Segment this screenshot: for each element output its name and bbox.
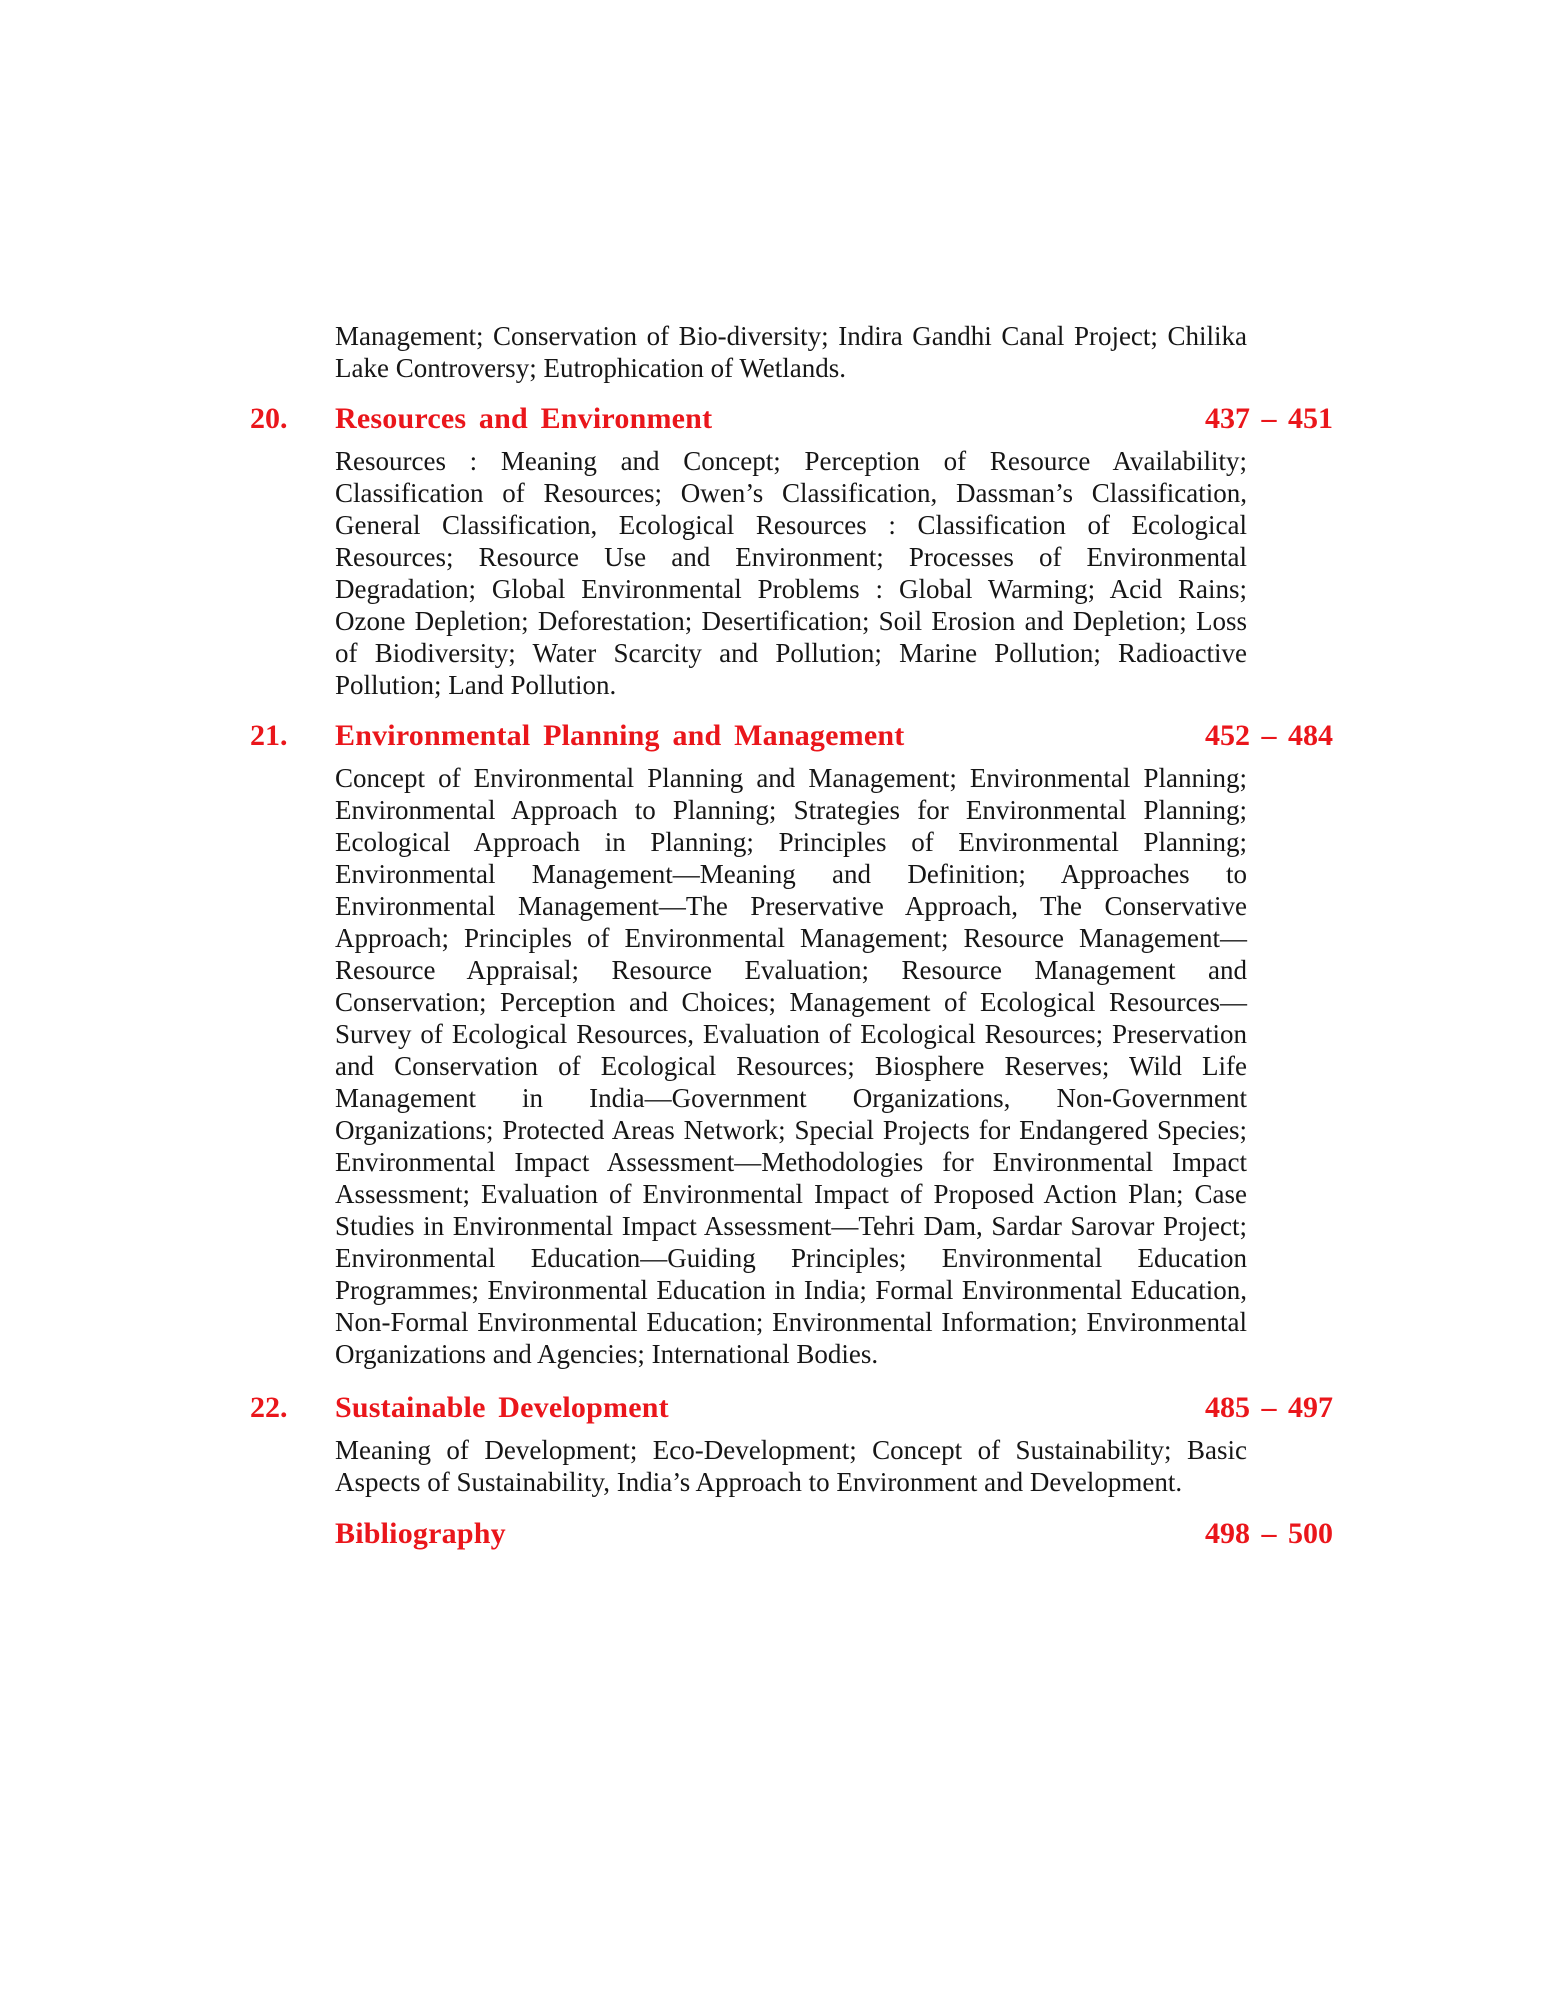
entry-number: 21.: [250, 719, 288, 752]
entry-description: Resources : Meaning and Concept; Perception of Resource Availability; Classification of Resources; Owen’s Classification, Dassman’s Classification, General Classification, Ecological Resources : Classification of Ecological Resources; Resource Use and Environment; Processes of Environmental Degradation; Global Environmental Problems : Global Warming; Acid Rains; Ozone Depletion; Deforestation; Desertification; Soil Erosion and Depletion; Loss of Biodiversity; Water Scarcity and Pollution; Marine Pollution; Radioactive Pollution; Land Pollution.: [335, 446, 1247, 700]
entry-number: 20.: [250, 402, 288, 435]
entry-page-range: 452 – 484: [1205, 719, 1333, 752]
bibliography-row: [250, 1515, 1333, 1552]
entry-page-range: 485 – 497: [1205, 1391, 1333, 1424]
toc-entry-21: [250, 717, 1333, 1370]
entry-description: Concept of Environmental Planning and Management; Environmental Planning; Environmental Approach to Planning; Strategies for Environmental Planning; Ecological Approach in Planning; Principles of Environmental Planning; Environmental Management—Meaning and Definition; Approaches to Environmental Management—The Preservative Approach, The Conservative Approach; Principles of Environmental Management; Resource Management—Resource Appraisal; Resource Evaluation; Resource Management and Conservation; Perception and Choices; Management of Ecological Resources—Survey of Ecological Resources, Evaluation of Ecological Resources; Preservation and Conservation of Ecological Resources; Biosphere Reserves; Wild Life Management in India—Government Organizations, Non-Government Organizations; Protected Areas Network; Special Projects for Endangered Species; Environmental Impact Assessment—Methodologies for Environmental Impact Assessment; Evaluation of Environmental Impact of Proposed Action Plan; Case Studies in Environmental Impact Assessment—Tehri Dam, Sardar Sarovar Project; Environmental Education—Guiding Principles; Environmental Education Programmes; Environmental Education in India; Formal Environmental Education, Non-Formal Environmental Education; Environmental Information; Environmental Organizations and Agencies; International Bodies.: [335, 763, 1247, 1369]
table-of-contents-page: [250, 320, 1333, 1552]
previous-entry-continuation-text: Management; Conservation of Bio-diversity; Indira Gandhi Canal Project; Chilika Lake Controversy; Eutrophication of Wetlands.: [335, 321, 1247, 383]
entry-description: Meaning of Development; Eco-Development; Concept of Sustainability; Basic Aspects of Sustainability, India’s Approach to Environment and Development.: [335, 1435, 1247, 1497]
bibliography-title: Bibliography: [335, 1517, 506, 1550]
entry-title: Sustainable Development: [335, 1391, 669, 1424]
toc-entry-21-heading: [250, 717, 1333, 754]
entry-number: 22.: [250, 1391, 288, 1424]
toc-entry-22-heading: [250, 1389, 1333, 1426]
entry-title: Resources and Environment: [335, 402, 713, 435]
entry-title: Environmental Planning and Management: [335, 719, 905, 752]
toc-entry-22: [250, 1389, 1333, 1498]
toc-entry-20-heading: [250, 400, 1333, 437]
entry-page-range: 437 – 451: [1205, 402, 1333, 435]
bibliography-page-range: 498 – 500: [1205, 1517, 1333, 1550]
toc-entry-20: [250, 400, 1333, 701]
